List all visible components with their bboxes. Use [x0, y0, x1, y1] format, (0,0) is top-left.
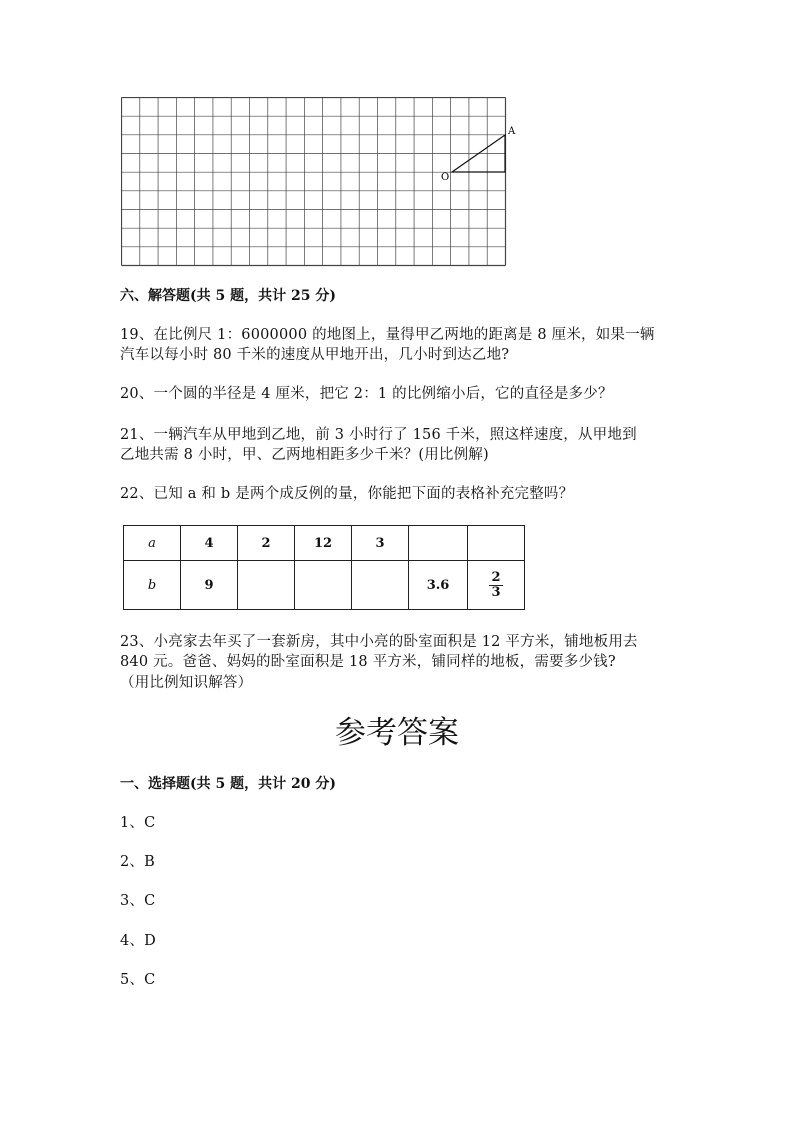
q20-line1: 20、一个圆的半径是 4 厘米，把它 2：1 的比例缩小后，它的直径是多少？: [120, 386, 613, 402]
answer-item: 5、C: [120, 972, 156, 988]
ratio-table: [123, 525, 525, 610]
fraction-cell: [468, 561, 525, 610]
table-cell: [238, 561, 295, 610]
table-cell: [295, 561, 352, 610]
table-cell: 2: [238, 526, 295, 561]
answer-item: 2、B: [120, 854, 155, 870]
answer-item: 4、D: [120, 933, 156, 949]
point-o-label: O: [441, 172, 450, 183]
q23-line2: 840 元。爸爸、妈妈的卧室面积是 18 平方米，铺同样的地板，需要多少钱?: [120, 654, 616, 670]
table-cell: 3.6: [409, 561, 468, 610]
q19-line2: 汽车以每小时 80 千米的速度从甲地开出，几小时到达乙地?: [120, 347, 510, 363]
row-b-label: b: [124, 561, 181, 610]
table-cell: [352, 561, 409, 610]
grid-figure: [121, 97, 521, 269]
answers-section1-heading: 一、选择题(共 5 题，共计 20 分): [120, 776, 336, 792]
table-cell: 9: [181, 561, 238, 610]
table-cell: 4: [181, 526, 238, 561]
grid-svg: [121, 97, 521, 269]
q19-line1: 19、在比例尺 1：6000000 的地图上，量得甲乙两地的距离是 8 厘米，如果一辆: [120, 327, 655, 343]
q21-line1: 21、一辆汽车从甲地到乙地，前 3 小时行了 156 千米，照这样速度，从甲地到: [120, 427, 637, 443]
table-cell: [468, 526, 525, 561]
q23-line3: （用比例知识解答）: [120, 675, 253, 691]
table-cell: 3: [352, 526, 409, 561]
point-a-label: A: [508, 126, 516, 137]
section6-heading: 六、解答题(共 5 题，共计 25 分): [120, 288, 336, 304]
fraction-denominator: 3: [491, 584, 501, 600]
table-cell: [409, 526, 468, 561]
q22-line1: 22、已知 a 和 b 是两个成反例的量，你能把下面的表格补充完整吗？: [120, 486, 574, 502]
answers-title: 参考答案: [335, 715, 459, 751]
answer-item: 1、C: [120, 815, 156, 831]
table-row-a: [124, 526, 525, 561]
row-a-label: a: [124, 526, 181, 561]
q21-line2: 乙地共需 8 小时，甲、乙两地相距多少千米？(用比例解): [120, 447, 489, 463]
answer-item: 3、C: [120, 893, 156, 909]
q23-line1: 23、小亮家去年买了一套新房，其中小亮的卧室面积是 12 平方米，铺地板用去: [120, 634, 638, 650]
fraction: [489, 571, 502, 600]
table-row-b: [124, 561, 525, 610]
table-cell: 12: [295, 526, 352, 561]
fraction-numerator: 2: [491, 569, 501, 585]
